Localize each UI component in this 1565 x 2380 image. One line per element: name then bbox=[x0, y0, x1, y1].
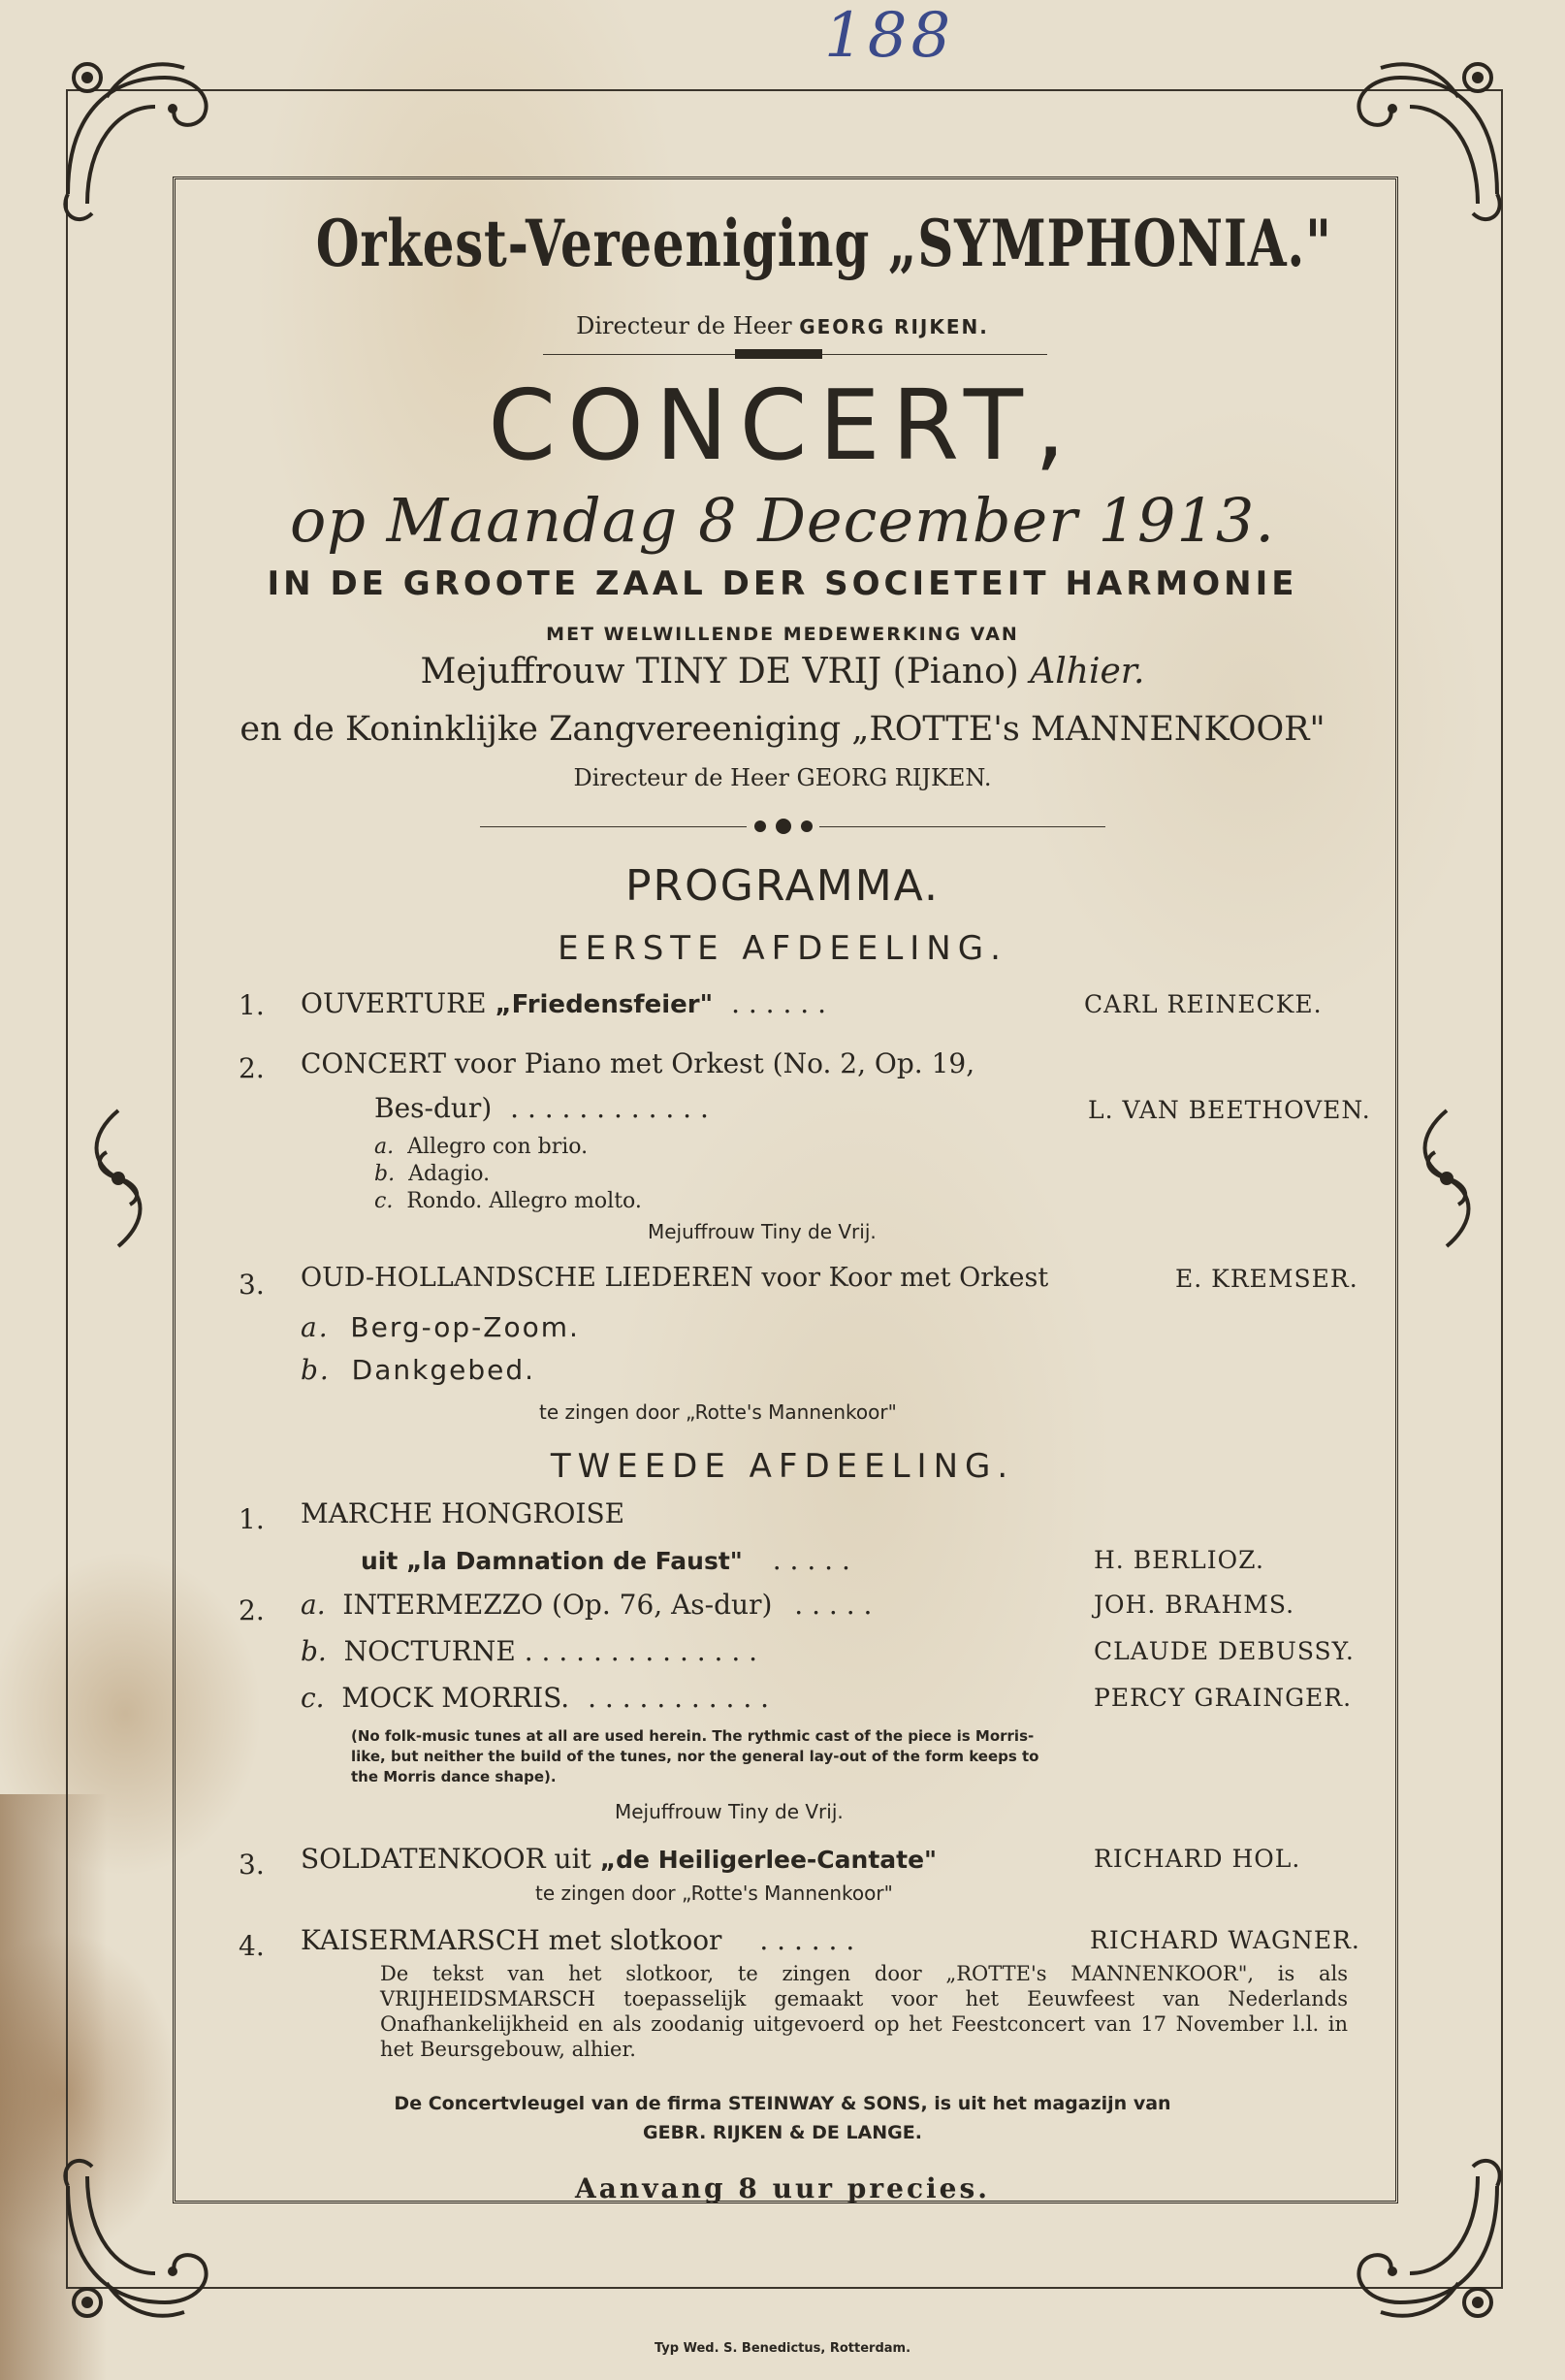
composer: CLAUDE DEBUSSY. bbox=[1094, 1637, 1355, 1665]
venue: IN DE GROOTE ZAAL DER SOCIETEIT HARMONIE bbox=[267, 564, 1298, 603]
composer: PERCY GRAINGER. bbox=[1094, 1684, 1353, 1712]
composer: H. BERLIOZ. bbox=[1094, 1546, 1264, 1574]
program-item-line bbox=[361, 1544, 850, 1576]
item-title: MARCHE HONGROISE bbox=[301, 1497, 625, 1529]
part1-heading: EERSTE AFDEELING. bbox=[558, 929, 1007, 968]
song: a. Berg-op-Zoom. bbox=[301, 1311, 580, 1343]
piano-notice: De Concertvleugel van de firma STEINWAY & SONS, is uit het magazijn van bbox=[394, 2093, 1171, 2114]
composer: CARL REINECKE. bbox=[1084, 990, 1323, 1018]
divider-bar bbox=[735, 349, 822, 359]
corner-ornament-icon bbox=[48, 39, 242, 233]
soloist-name: Mejuffrouw TINY DE VRIJ (Piano) bbox=[420, 652, 1019, 691]
item-work: „de Heiligerlee-Cantate" bbox=[599, 1846, 938, 1874]
item-number: 2. bbox=[239, 1052, 265, 1084]
item-title: SOLDATENKOOR uit bbox=[301, 1843, 591, 1875]
soloist-place: Alhier. bbox=[1030, 652, 1145, 691]
item-dots: . . . . . . bbox=[731, 987, 826, 1019]
program-item-line: c. MOCK MORRIS. . . . . . . . . . . . bbox=[301, 1682, 770, 1714]
program-item-line bbox=[301, 1924, 854, 1956]
performer: Mejuffrouw Tiny de Vrij. bbox=[615, 1800, 844, 1823]
item-dots: . . . . . bbox=[772, 1544, 850, 1576]
item-number: 4. bbox=[239, 1930, 265, 1962]
director-line bbox=[184, 312, 1381, 339]
item-number: 1. bbox=[239, 1503, 265, 1535]
concert-title: CONCERT, bbox=[488, 369, 1077, 482]
director-name: GEORG RIJKEN. bbox=[799, 315, 989, 338]
catalog-number: 188 bbox=[824, 0, 955, 72]
program-note: De tekst van het slotkoor, te zingen door „ROTTE's MANNENKOOR", is als VRIJHEIDSMARSCH toepasselijk gemaakt voor het Eeuwfeest van Nederlands Onafhankelijkheid en als zoodanig uitgevoerd op het Feestconcert van 17 November l.l. in het Beursgebouw, alhier. bbox=[380, 1962, 1348, 2061]
item-work: „Friedensfeier" bbox=[495, 990, 714, 1019]
item-title: OUD-HOLLANDSCHE LIEDEREN voor Koor met Orkest bbox=[301, 1263, 1049, 1293]
side-ornament-icon bbox=[1408, 1106, 1485, 1251]
composer: RICHARD HOL. bbox=[1094, 1845, 1301, 1873]
item-title: CONCERT voor Piano met Orkest (No. 2, Op. 19, bbox=[301, 1047, 975, 1079]
piano-dealer: GEBR. RIJKEN & DE LANGE. bbox=[643, 2122, 922, 2143]
item-number: 1. bbox=[239, 989, 265, 1021]
composer: E. KREMSER. bbox=[1175, 1265, 1358, 1293]
composer: RICHARD WAGNER. bbox=[1090, 1926, 1360, 1954]
performer: te zingen door „Rotte's Mannenkoor" bbox=[539, 1400, 897, 1424]
part2-heading: TWEEDE AFDEELING. bbox=[550, 1447, 1015, 1486]
performer: te zingen door „Rotte's Mannenkoor" bbox=[535, 1881, 893, 1905]
program-note: (No folk-music tunes at all are used herein. The rythmic cast of the piece is Morris-like, but neither the build of the tunes, nor the general lay-out of the form keeps to the Morris dance shape). bbox=[351, 1727, 1039, 1785]
item-title: OUVERTURE bbox=[301, 987, 487, 1019]
program-item-line: b. NOCTURNE . . . . . . . . . . . . . . bbox=[301, 1635, 758, 1667]
director-prefix: Directeur de Heer bbox=[576, 312, 792, 339]
corner-ornament-icon bbox=[1323, 39, 1517, 233]
divider bbox=[480, 826, 747, 827]
item-title-cont: Bes-dur) bbox=[374, 1092, 493, 1124]
divider bbox=[819, 826, 1105, 827]
printer-credit: Typ Wed. S. Benedictus, Rotterdam. bbox=[654, 2341, 911, 2356]
composer: L. VAN BEETHOVEN. bbox=[1088, 1096, 1371, 1124]
program-item-line bbox=[301, 1843, 937, 1875]
soloist-line bbox=[184, 652, 1381, 691]
program-item-line: a. INTERMEZZO (Op. 76, As-dur) . . . . . bbox=[301, 1589, 873, 1621]
choir-line: en de Koninklijke Zangvereeniging „ROTTE's MANNENKOOR" bbox=[240, 710, 1325, 749]
composer: JOH. BRAHMS. bbox=[1094, 1591, 1295, 1619]
song: b. Dankgebed. bbox=[301, 1354, 535, 1386]
movement: b. Adagio. bbox=[374, 1162, 491, 1186]
item-title: KAISERMARSCH met slotkoor bbox=[301, 1924, 722, 1956]
item-number: 3. bbox=[239, 1849, 265, 1881]
start-time: Aanvang 8 uur precies. bbox=[575, 2172, 990, 2204]
program-item-1 bbox=[301, 987, 826, 1019]
item-number: 3. bbox=[239, 1269, 265, 1301]
program-item-2-line2 bbox=[374, 1092, 709, 1124]
programma-title: PROGRAMMA. bbox=[625, 861, 940, 911]
society-title: Orkest-Vereeniging „SYMPHONIA." bbox=[315, 206, 1332, 281]
item-dots: . . . . . . . . . . . . bbox=[510, 1092, 709, 1124]
society-title-row bbox=[184, 206, 1381, 281]
choir-director: Directeur de Heer GEORG RIJKEN. bbox=[573, 764, 992, 791]
concert-date: op Maandag 8 December 1913. bbox=[289, 485, 1276, 556]
cooperation-line: MET WELWILLENDE MEDEWERKING VAN bbox=[546, 624, 1019, 645]
item-dots: . . . . . . bbox=[759, 1924, 855, 1956]
performer: Mejuffrouw Tiny de Vrij. bbox=[648, 1220, 877, 1243]
movement: a. Allegro con brio. bbox=[374, 1135, 589, 1159]
item-number: 2. bbox=[239, 1594, 265, 1626]
flourish-icon bbox=[749, 815, 818, 838]
side-ornament-icon bbox=[80, 1106, 157, 1251]
item-work: uit „la Damnation de Faust" bbox=[361, 1547, 743, 1575]
movement: c. Rondo. Allegro molto. bbox=[374, 1189, 642, 1213]
